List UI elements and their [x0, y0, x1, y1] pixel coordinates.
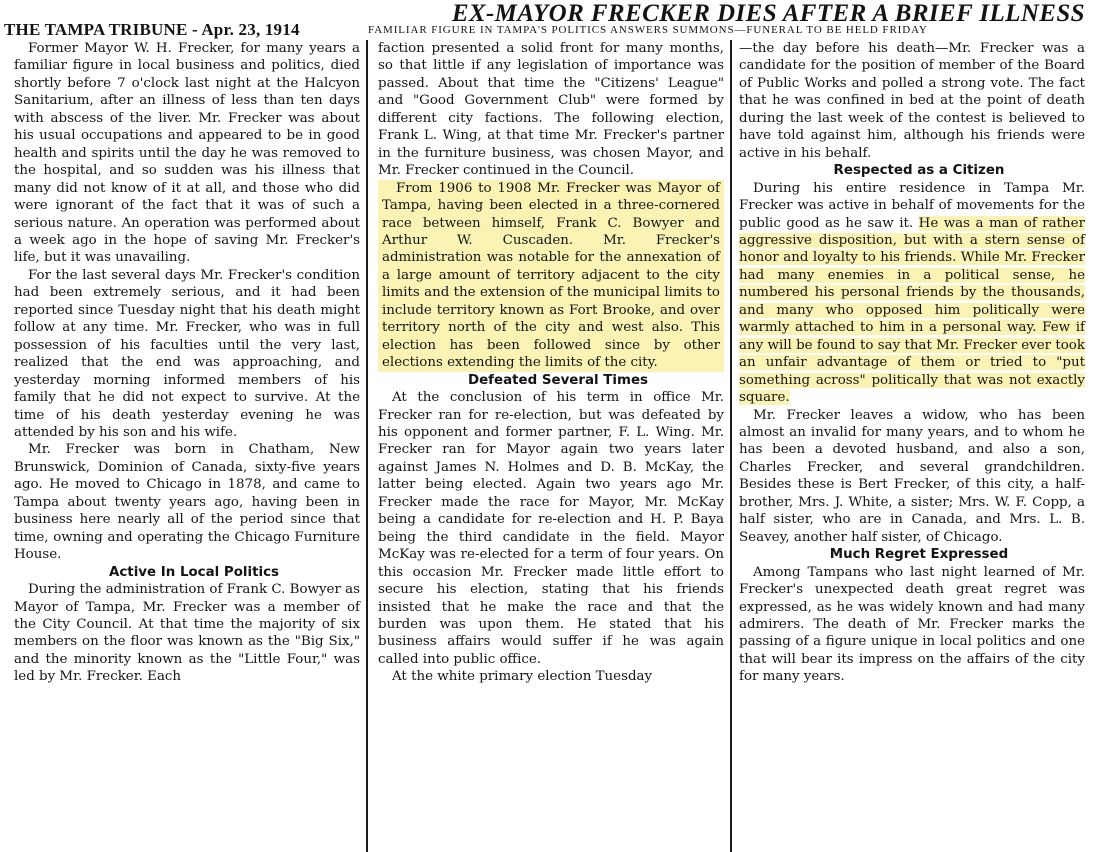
paper-date: THE TAMPA TRIBUNE - Apr. 23, 1914	[4, 20, 300, 39]
paragraph: Mr. Frecker leaves a widow, who has been almost an invalid for many years, and to whom he has been a devoted husband, and also a son, Charles Frecker, and several grandchildren. Besides these is Bert Frecker, of this city, a half-brother, Mrs. J. White, a sister; Mrs. W. F. Copp, a half sister, who are in Canada, and Mrs. L. B. Seavey, another half sister, of Chicago.	[739, 407, 1085, 545]
paragraph	[739, 180, 1085, 407]
paragraph: At the white primary election Tuesday	[392, 669, 653, 685]
article-column-1	[14, 40, 360, 686]
paragraph: At the conclusion of his term in office Mr. Frecker ran for re-election, but was defeated by his opponent and former partner, F. L. Wing. Mr. Frecker ran for Mayor again two years later against James N. Holmes and D. B. McKay, the latter being elected. Again two years ago Mr. Frecker made the race for Mayor, Mr. McKay being a candidate for re-election and H. P. Baya being the third candidate in the field. Mayor McKay was re-elected for a term of four years. On this occasion Mr. Frecker made little effort to secure his election, stating that his friends insisted that he make the race and that the burden was upon them. He stated that his business affairs would suffer if he was again called into public office.	[378, 390, 724, 667]
column-divider	[366, 40, 368, 852]
masthead	[0, 0, 1099, 40]
paragraph: During the administration of Frank C. Bowyer as Mayor of Tampa, Mr. Frecker was a member of the City Council. At that time the majority of six members on the floor was known as the "Big Six," and the minority known as the "Little Four," was led by Mr. Frecker. Each	[14, 582, 360, 685]
section-heading: Much Regret Expressed	[829, 547, 1009, 563]
column-divider	[730, 40, 732, 852]
paragraph-text: During his entire residence in Tampa Mr. Frecker was active in behalf of movements for the public good as he saw it.	[739, 180, 1085, 231]
paragraph: Mr. Frecker was born in Chatham, New Brunswick, Dominion of Canada, sixty-five years ago. He moved to Chicago in 1878, and came to Tampa about twenty years ago, having been in business here nearly all of the period since that time, owning and operating the Chicago Furniture House.	[14, 442, 360, 563]
paragraph: faction presented a solid front for many months, so that little if any legislation of importance was passed. About that time the "Citizens' League" and "Good Government Club" were formed by different city factions. The following election, Frank L. Wing, at that time Mr. Frecker's partner in the furniture business, was chosen Mayor, and Mr. Frecker continued in the Council.	[378, 41, 724, 179]
highlighted-text: He was a man of rather aggressive disposition, but with a stern sense of honor and loyalty to his friends. While Mr. Frecker had many enemies in a political sense, he numbered his personal friends by the thousands, and many who opposed him politically were warmly attached to him in a personal way. Few if any will be found to say that Mr. Frecker ever took an unfair advantage of them or tried to "put something across" politically that was not exactly square.	[739, 215, 1085, 406]
subheadline: FAMILIAR FIGURE IN TAMPA'S POLITICS ANSWERS SUMMONS—FUNERAL TO BE HELD FRIDAY	[368, 24, 928, 36]
section-heading: Defeated Several Times	[467, 372, 649, 388]
article-column-3	[739, 40, 1085, 686]
paragraph: —the day before his death—Mr. Frecker was a candidate for the position of member of the Board of Public Works and polled a strong vote. The fact that he was confined in bed at the point of death during the last week of the contest is believed to have told against him, although his friends were active in his behalf.	[739, 41, 1085, 161]
headline: EX-MAYOR FRECKER DIES AFTER A BRIEF ILLNESS	[451, 0, 1085, 27]
section-heading: Active In Local Politics	[109, 564, 279, 580]
highlighted-paragraph: From 1906 to 1908 Mr. Frecker was Mayor of Tampa, having been elected in a three-cornered race between himself, Frank C. Bowyer and Arthur W. Cuscaden. Mr. Frecker's administration was notable for the annexation of a large amount of territory adjacent to the city limits and the extension of the municipal limits to include territory known as Fort Brooke, and over territory north of the city and west also. This election has been followed since by other elections extending the limits of the city.	[378, 180, 724, 372]
article-column-2	[378, 40, 724, 686]
paragraph: For the last several days Mr. Frecker's condition had been extremely serious, and it had been reported since Tuesday night that his death might follow at any time. Mr. Frecker, who was in full possession of his faculties until the very last, realized that the end was approaching, and yesterday morning informed members of his family that he did not expect to survive. At the time of his death yesterday evening he was attended by his son and his wife.	[14, 267, 360, 440]
paragraph: Among Tampans who last night learned of Mr. Frecker's unexpected death great regret was expressed, as he was widely known and had many admirers. The death of Mr. Frecker marks the passing of a figure unique in local politics and one that will bear its impress on the affairs of the city for many years.	[739, 564, 1085, 685]
paragraph: Former Mayor W. H. Frecker, for many years a familiar figure in local business and politics, died shortly before 7 o'clock last night at the Halcyon Sanitarium, after an illness of less than ten days with abscess of the liver. Mr. Frecker was about his usual occupations and appeared to be in good health and spirits until the day he was removed to the hospital, and so sudden was his illness that many did not know of it at all, and those who did were ignorant of the fact that it was of such a serious nature. An operation was performed about a week ago in the hope of saving Mr. Frecker's life, but it was unavailing.	[14, 41, 360, 266]
section-heading: Respected as a Citizen	[833, 163, 1005, 179]
